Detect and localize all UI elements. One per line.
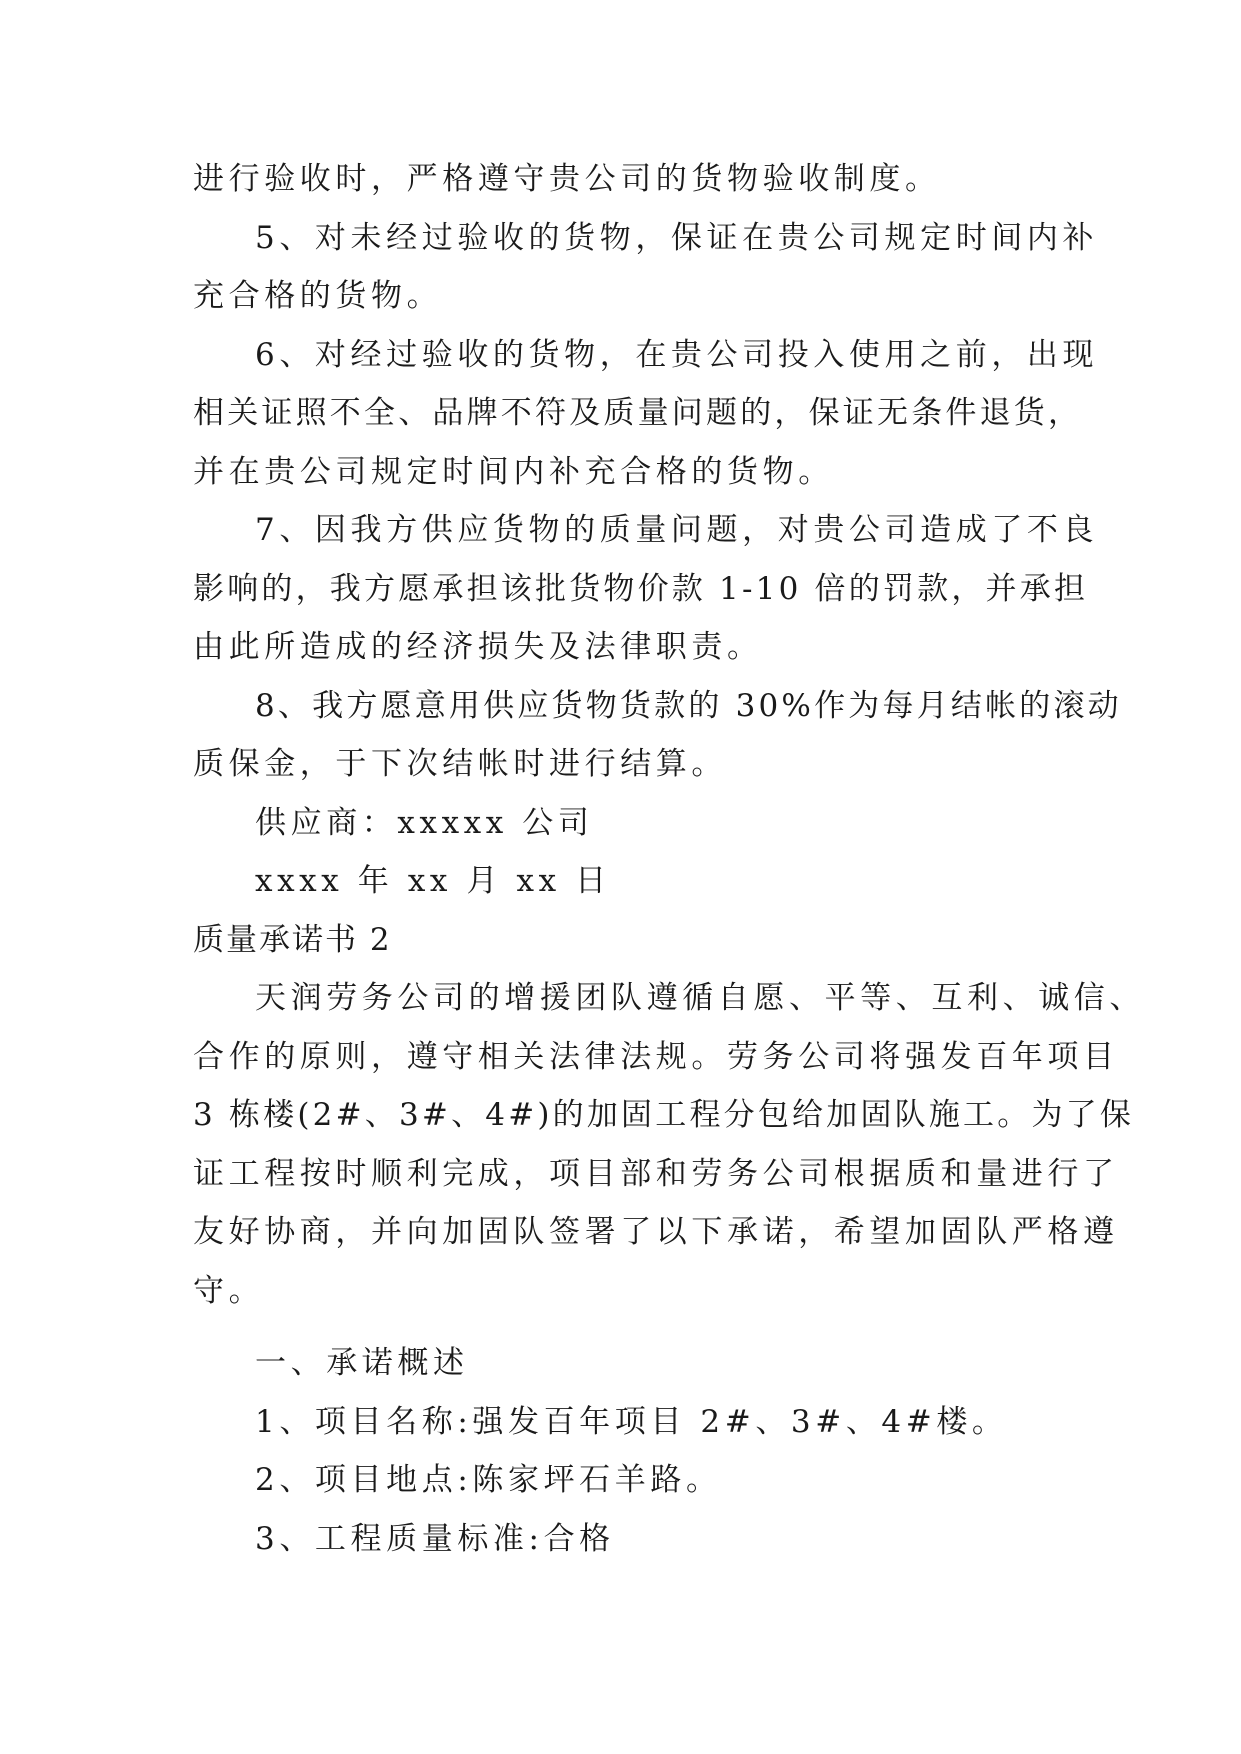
paragraph-line: 由此所造成的经济损失及法律职责。 (193, 629, 763, 665)
list-item-6: 6、对经过验收的货物，在贵公司投入使用之前，出现 (255, 336, 1099, 373)
paragraph-line: 证工程按时顺利完成，项目部和劳务公司根据质和量进行了 (193, 1155, 1119, 1192)
paragraph-line: 影响的，我方愿承担该批货物价款 1-10 倍的罚款，并承担 (193, 570, 1089, 607)
paragraph-line: 3 栋楼(2#、3#、4#)的加固工程分包给加固队施工。为了保 (193, 1097, 1135, 1133)
subsection-heading: 一、承诺概述 (255, 1345, 469, 1381)
list-item-project-name: 1、项目名称:强发百年项目 2#、3#、4#楼。 (255, 1403, 1008, 1440)
paragraph-line: 进行验收时，严格遵守贵公司的货物验收制度。 (193, 161, 941, 197)
paragraph-line: 充合格的货物。 (193, 278, 443, 314)
paragraph-line: 相关证照不全、品牌不符及质量问题的，保证无条件退货， (193, 395, 1083, 431)
signature-date: xxxx 年 xx 月 xx 日 (255, 863, 611, 899)
spacer (193, 1320, 1063, 1334)
section-title: 质量承诺书 2 (193, 921, 392, 958)
list-item-5: 5、对未经过验收的货物，保证在贵公司规定时间内补 (255, 219, 1099, 256)
paragraph-line: 合作的原则，遵守相关法律法规。劳务公司将强发百年项目 (193, 1038, 1119, 1075)
list-item-8: 8、我方愿意用供应货物货款的 30%作为每月结帐的滚动 (255, 687, 1122, 724)
supplier-signature: 供应商：xxxxx 公司 (255, 804, 594, 841)
paragraph-line: 天润劳务公司的增援团队遵循自愿、平等、互利、诚信、 (255, 980, 1145, 1016)
list-item-quality-standard: 3、工程质量标准:合格 (255, 1520, 615, 1557)
paragraph-line: 并在贵公司规定时间内补充合格的货物。 (193, 453, 834, 490)
list-item-7: 7、因我方供应货物的质量问题，对贵公司造成了不良 (255, 512, 1099, 548)
list-item-project-location: 2、项目地点:陈家坪石羊路。 (255, 1462, 722, 1498)
paragraph-line: 质保金，于下次结帐时进行结算。 (193, 746, 727, 782)
paragraph-line: 守。 (193, 1272, 265, 1309)
paragraph-line: 友好协商，并向加固队签署了以下承诺，希望加固队严格遵 (193, 1214, 1119, 1250)
document-page (193, 150, 1145, 1568)
